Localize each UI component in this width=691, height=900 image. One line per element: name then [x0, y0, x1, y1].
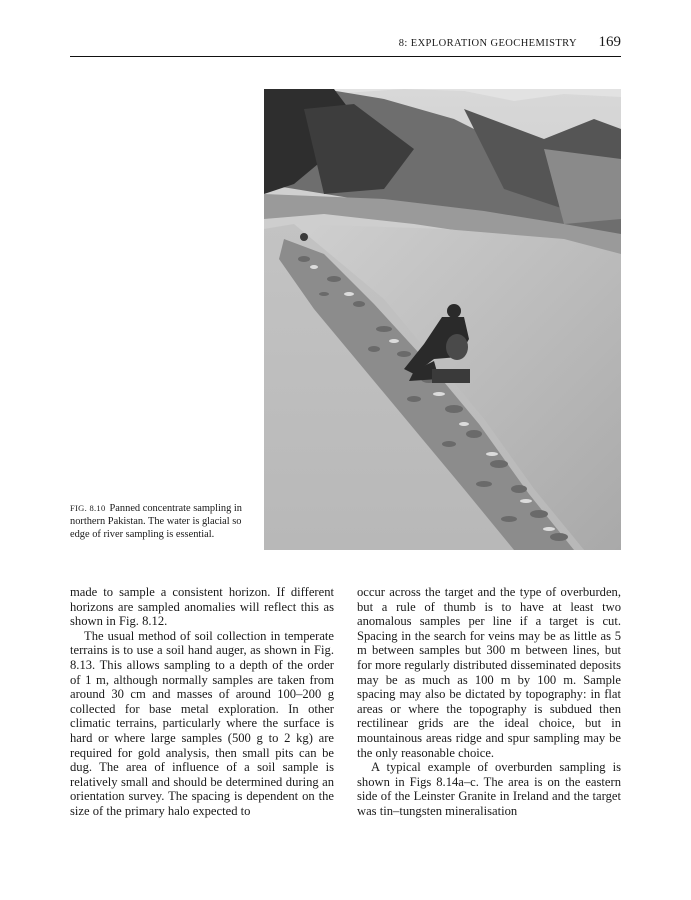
left-column [70, 585, 334, 819]
page-number: 169 [598, 34, 621, 50]
figure-label: FIG. 8.10 [70, 503, 106, 513]
chapter-title: 8: EXPLORATION GEOCHEMISTRY [398, 38, 577, 49]
figure-caption-text: Panned concentrate sampling in northern Pakistan. The water is glacial so edge of river sampling is essential. [70, 503, 242, 540]
river-sampling-photo [264, 89, 621, 550]
running-header [70, 34, 621, 56]
paragraph: made to sample a consistent horizon. If different horizons are sampled anomalies will reflect this as shown in Fig. 8.12. [70, 585, 334, 629]
paragraph: occur across the target and the type of overburden, but a rule of thumb is to have at least two anomalous samples per line if a target is cut. Spacing in the search for veins may be as little as 5 m between samples but 300 m between lines, but for more regularly distributed disseminated deposits may be as much as 100 m by 100 m. Sample spacing may also be dictated by topography: in flat areas or where the topography is subdued then rectilinear grids are the ideal choice, but in mountainous areas ridge and spur sampling may be the only reasonable choice. [357, 585, 621, 760]
paragraph: The usual method of soil collection in temperate terrains is to use a soil hand auger, as shown in Fig. 8.13. This allows sampling to a depth of the order of 1 m, although normally samples are taken from around 30 cm and masses of around 100–200 g collected for base metal exploration. In other climatic terrains, particularly where the surface is hard or where large samples (500 g to 2 kg) are required for gold analysis, then small pits can be dug. The area of influence of a soil sample is relatively small and should be determined during an orientation survey. The spacing is dependent on the size of the primary halo expected to [70, 628, 334, 818]
right-column [357, 585, 621, 819]
header-rule [70, 56, 621, 57]
figure-caption [70, 502, 258, 541]
paragraph: A typical example of overburden sampling is shown in Figs 8.14a–c. The area is on the eastern side of the Leinster Granite in Ireland and the target was tin–tungsten mineralisation [357, 760, 621, 818]
